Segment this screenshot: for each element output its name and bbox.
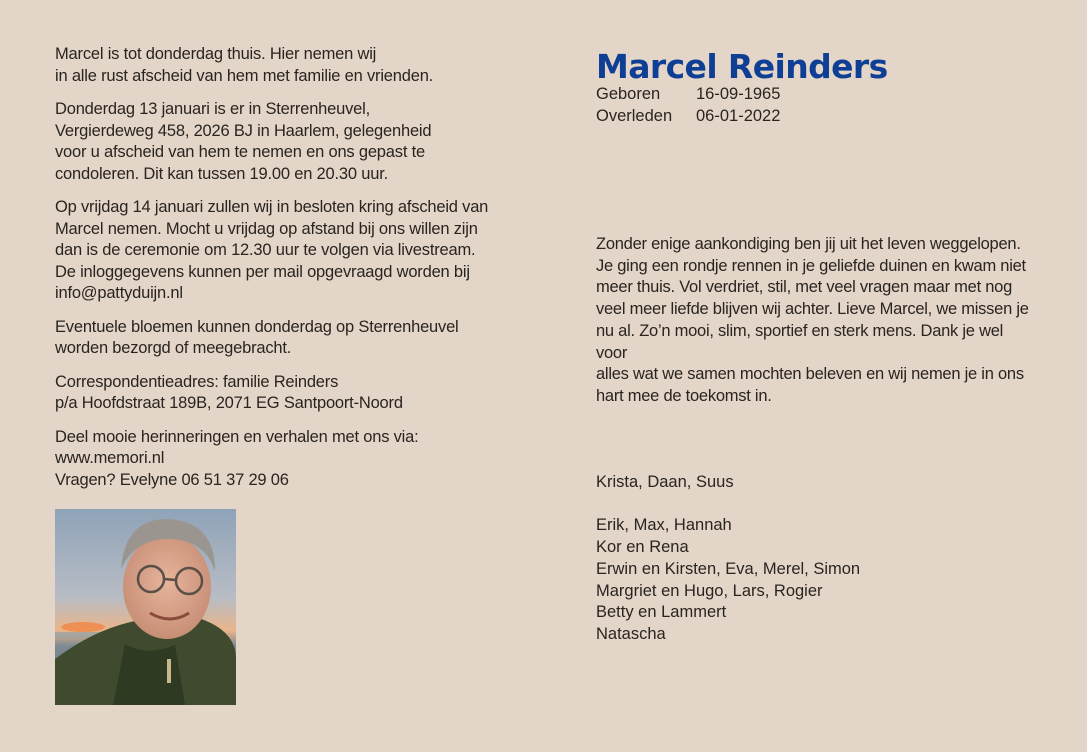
- life-dates: [596, 84, 1046, 127]
- ceremony-paragraph: Op vrijdag 14 januari zullen wij in besloten kring afscheid van Marcel nemen. Mocht u vrijdag op afstand bij ons willen zijn dan is de ceremonie om 12.30 uur te volgen via livestream. De inloggegevens kunnen per mail opgevraagd worden bij info@pattyduijn.nl: [55, 198, 489, 302]
- family-member: Margriet en Hugo, Lars, Rogier: [596, 581, 823, 600]
- died-label: Overleden: [596, 106, 673, 125]
- died-date: 06-01-2022: [696, 106, 781, 125]
- family-member: Erwin en Kirsten, Eva, Merel, Simon: [596, 559, 861, 578]
- tribute-text: Zonder enige aankondiging ben jij uit het leven weggelopen. Je ging een rondje rennen in je geliefde duinen en kwam niet meer thuis. Vol verdriet, stil, met veel vragen maar met nog veel meer liefde blijven wij achter. Lieve Marcel, we missen je nu al. Zo’n mooi, slim, sportief en sterk mens. Dank je wel voor alles wat we samen mochten beleven en wij nemen je in ons hart mee de toekomst in.: [596, 235, 1029, 405]
- portrait-photo: [55, 509, 236, 705]
- intro-paragraph: Marcel is tot donderdag thuis. Hier nemen wij in alle rust afscheid van hem met familie en vrienden.: [55, 45, 434, 85]
- family-member: Betty en Lammert: [596, 603, 727, 622]
- born-label: Geboren: [596, 85, 661, 103]
- family-primary: Krista, Daan, Suus: [596, 473, 734, 491]
- right-column: [596, 47, 1046, 643]
- flowers-paragraph: Eventuele bloemen kunnen donderdag op Sterrenheuvel worden bezorgd of meegebracht.: [55, 317, 459, 357]
- born-row: [596, 84, 1046, 106]
- family-list: [596, 472, 860, 646]
- correspondence-paragraph: Correspondentieadres: familie Reinders p/a Hoofdstraat 189B, 2071 EG Santpoort-Noord: [55, 372, 403, 412]
- left-column: [55, 44, 505, 503]
- died-row: [596, 106, 1046, 128]
- family-member: Natascha: [596, 624, 666, 643]
- family-member: Erik, Max, Hannah: [596, 516, 732, 535]
- contact-paragraph: Deel mooie herinneringen en verhalen met ons via: www.memori.nl Vragen? Evelyne 06 51 37 29 06: [55, 427, 419, 489]
- family-member: Kor en Rena: [596, 538, 689, 557]
- deceased-name: Marcel Reinders: [596, 47, 888, 86]
- viewing-paragraph: Donderdag 13 januari is er in Sterrenheuvel, Vergierdeweg 458, 2026 BJ in Haarlem, gelegenheid voor u afscheid van hem te nemen en ons gepast te condoleren. Dit kan tussen 19.00 en 20.30 uur.: [55, 100, 432, 183]
- born-date: 16-09-1965: [696, 85, 781, 103]
